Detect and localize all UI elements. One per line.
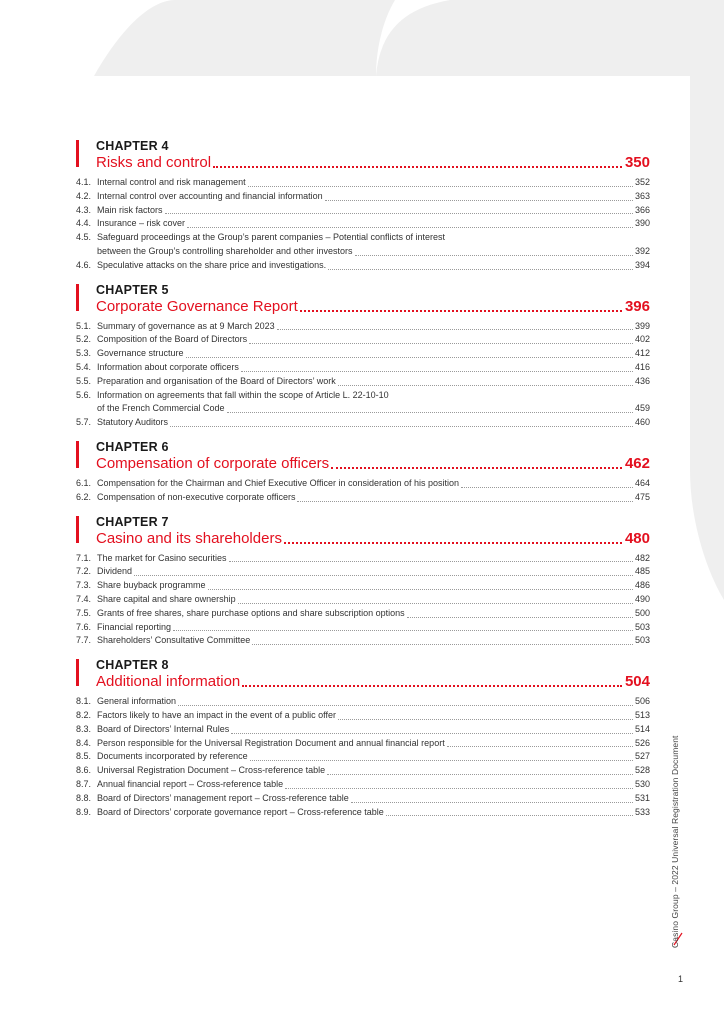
entry-title: Annual financial report – Cross-reference table — [97, 778, 284, 789]
entry-title-continued: of the French Commercial Code — [97, 403, 225, 414]
dot-leader — [331, 467, 622, 469]
chapter-7-title: Casino and its shareholders — [96, 529, 282, 547]
chapter-8-title-link[interactable] — [96, 673, 650, 691]
dot-leader — [386, 815, 633, 816]
entry-number: 7.2. — [76, 566, 92, 577]
entry-page: 482 — [634, 552, 650, 563]
toc-entry[interactable] — [76, 375, 650, 389]
entry-page: 402 — [634, 334, 650, 345]
chapter-5-label: CHAPTER 5 — [96, 282, 169, 297]
entry-title: The market for Casino securities — [97, 552, 227, 563]
chapter-7-page: 480 — [624, 529, 650, 547]
toc-entry-line1[interactable] — [76, 389, 650, 403]
entry-page: 475 — [634, 491, 650, 502]
toc-entry-line2[interactable] — [76, 245, 650, 259]
table-of-contents — [76, 140, 650, 819]
entry-title: Financial reporting — [97, 621, 172, 632]
entry-title: Dividend — [97, 566, 133, 577]
chapter-7-title-link[interactable] — [96, 530, 650, 548]
toc-entry[interactable] — [76, 593, 650, 607]
dot-leader — [285, 788, 633, 789]
entry-title-continued: between the Group’s controlling shareholder and other investors — [97, 245, 353, 256]
chapter-7-label: CHAPTER 7 — [96, 514, 169, 529]
toc-entry-line1[interactable] — [76, 231, 650, 245]
chapter-7 — [76, 516, 650, 649]
entry-page: 506 — [634, 696, 650, 707]
chapter-5-title-link[interactable] — [96, 298, 650, 316]
dot-leader — [252, 644, 633, 645]
toc-entry[interactable] — [76, 764, 650, 778]
dot-leader — [238, 603, 633, 604]
toc-entry[interactable] — [76, 806, 650, 820]
entry-page: 366 — [634, 204, 650, 215]
entry-title: Safeguard proceedings at the Group’s parent companies – Potential conflicts of interest — [97, 232, 446, 243]
chapter-5-title: Corporate Governance Report — [96, 297, 298, 315]
dot-leader — [300, 310, 622, 312]
dot-leader — [327, 774, 633, 775]
entry-page: 503 — [634, 635, 650, 646]
entry-title: General information — [97, 696, 177, 707]
chapter-6-title-link[interactable] — [96, 455, 650, 473]
entry-page: 485 — [634, 566, 650, 577]
entry-title: Compensation of non-executive corporate officers — [97, 491, 296, 502]
chapter-8-accent-bar — [76, 659, 79, 686]
toc-entry[interactable] — [76, 347, 650, 361]
entry-number: 5.7. — [76, 417, 92, 428]
entry-title: Board of Directors’ corporate governance report – Cross-reference table — [97, 806, 384, 817]
toc-entry[interactable] — [76, 737, 650, 751]
entry-page: 394 — [634, 259, 650, 270]
dot-leader — [328, 269, 633, 270]
dot-leader — [187, 227, 633, 228]
toc-entry[interactable] — [76, 204, 650, 218]
entry-page: 436 — [634, 375, 650, 386]
toc-entry[interactable] — [76, 750, 650, 764]
dot-leader — [338, 385, 633, 386]
entry-title: Shareholders’ Consultative Committee — [97, 635, 251, 646]
entry-number: 7.7. — [76, 635, 92, 646]
dot-leader — [249, 343, 633, 344]
dot-leader — [355, 255, 633, 256]
entry-title: Documents incorporated by reference — [97, 751, 248, 762]
chapter-8-title: Additional information — [96, 673, 241, 691]
entry-page: 526 — [634, 737, 650, 748]
entry-title: Governance structure — [97, 348, 184, 359]
entry-page: 500 — [634, 607, 650, 618]
entry-number: 7.5. — [76, 607, 92, 618]
chapter-5-accent-bar — [76, 284, 79, 311]
dot-leader — [208, 589, 633, 590]
dot-leader — [461, 487, 633, 488]
entry-number: 4.4. — [76, 218, 92, 229]
toc-entry[interactable] — [76, 723, 650, 737]
entry-page: 363 — [634, 190, 650, 201]
dot-leader — [407, 617, 633, 618]
entry-title: Composition of the Board of Directors — [97, 334, 248, 345]
chapter-8-label: CHAPTER 8 — [96, 658, 169, 673]
dot-leader — [173, 630, 633, 631]
entry-number: 8.1. — [76, 696, 92, 707]
toc-entry[interactable] — [76, 217, 650, 231]
entry-number: 7.4. — [76, 593, 92, 604]
chapter-4-page: 350 — [624, 154, 650, 171]
entry-number: 7.3. — [76, 580, 92, 591]
entry-number: 4.6. — [76, 259, 92, 270]
entry-number: 5.5. — [76, 375, 92, 386]
toc-entry[interactable] — [76, 634, 650, 648]
entry-number: 8.4. — [76, 737, 92, 748]
entry-number: 8.6. — [76, 765, 92, 776]
dot-leader — [351, 802, 633, 803]
entry-number: 5.2. — [76, 334, 92, 345]
chapter-8 — [76, 659, 650, 819]
toc-entry[interactable] — [76, 565, 650, 579]
entry-page: 399 — [634, 320, 650, 331]
entry-page: 513 — [634, 709, 650, 720]
chapter-4-label: CHAPTER 4 — [96, 139, 169, 153]
entry-page: 464 — [634, 477, 650, 488]
entry-page: 490 — [634, 593, 650, 604]
entry-title: Grants of free shares, share purchase options and share subscription options — [97, 607, 405, 618]
toc-entry[interactable] — [76, 320, 650, 334]
chapter-4-accent-bar — [76, 140, 79, 167]
chapter-4 — [76, 140, 650, 273]
toc-entry[interactable] — [76, 778, 650, 792]
entry-number: 4.1. — [76, 177, 92, 187]
toc-entry[interactable] — [76, 259, 650, 273]
entry-page: 412 — [634, 348, 650, 359]
entry-page: 530 — [634, 778, 650, 789]
entry-title: Information on agreements that fall within the scope of Article L. 22-10-10 — [97, 389, 389, 400]
entry-title: Board of Directors’ management report – Cross-reference table — [97, 792, 349, 803]
entry-title: Preparation and organisation of the Board of Directors’ work — [97, 375, 336, 386]
page-number: 1 — [678, 974, 684, 984]
entry-title: Share buyback programme — [97, 580, 206, 591]
entry-page: 460 — [634, 417, 650, 428]
dot-leader — [231, 733, 633, 734]
entry-number: 5.1. — [76, 320, 92, 331]
dot-leader — [284, 542, 622, 544]
entry-page: 486 — [634, 580, 650, 591]
entry-page: 416 — [634, 361, 650, 372]
dot-leader — [213, 166, 622, 168]
dot-leader — [170, 426, 633, 427]
dot-leader — [325, 200, 633, 201]
entry-title: Insurance – risk cover — [97, 218, 186, 229]
chapter-6-title: Compensation of corporate officers — [96, 454, 330, 472]
entry-number: 7.1. — [76, 552, 92, 563]
entry-page: 459 — [634, 403, 650, 414]
dot-leader — [227, 412, 633, 413]
entry-number: 5.4. — [76, 361, 92, 372]
entry-title: Factors likely to have an impact in the event of a public offer — [97, 709, 336, 720]
dot-leader — [229, 561, 633, 562]
dot-leader — [277, 329, 633, 330]
toc-entry[interactable] — [76, 709, 650, 723]
entry-title: Speculative attacks on the share price and investigations. — [97, 259, 327, 270]
dot-leader — [297, 501, 633, 502]
dot-leader — [338, 719, 633, 720]
chapter-6-label: CHAPTER 6 — [96, 439, 169, 454]
dot-leader — [447, 746, 633, 747]
chapter-6-accent-bar — [76, 441, 79, 468]
toc-entry[interactable] — [76, 695, 650, 709]
entry-title: Universal Registration Document – Cross-reference table — [97, 765, 326, 776]
toc-entry[interactable] — [76, 607, 650, 621]
dot-leader — [165, 213, 633, 214]
toc-entry[interactable] — [76, 477, 650, 491]
toc-entry[interactable] — [76, 416, 650, 430]
entry-number: 8.9. — [76, 806, 92, 817]
chapter-6 — [76, 441, 650, 505]
toc-entry[interactable] — [76, 333, 650, 347]
entry-page: 352 — [634, 177, 650, 187]
entry-number: 4.2. — [76, 190, 92, 201]
entry-title: Share capital and share ownership — [97, 593, 236, 604]
toc-entry[interactable] — [76, 491, 650, 505]
entry-number: 8.8. — [76, 792, 92, 803]
entry-number: 5.6. — [76, 389, 92, 400]
dot-leader — [242, 685, 622, 687]
toc-entry[interactable] — [76, 621, 650, 635]
entry-title: Statutory Auditors — [97, 417, 169, 428]
entry-title: Internal control and risk management — [97, 177, 246, 187]
chapter-5 — [76, 284, 650, 430]
entry-title: Internal control over accounting and financial information — [97, 190, 323, 201]
chapter-8-page: 504 — [624, 673, 650, 691]
entry-page: 528 — [634, 765, 650, 776]
entry-page: 514 — [634, 723, 650, 734]
entry-page: 390 — [634, 218, 650, 229]
chapter-4-title: Risks and control — [96, 154, 212, 171]
entry-page: 503 — [634, 621, 650, 632]
entry-number: 8.5. — [76, 751, 92, 762]
entry-page: 531 — [634, 792, 650, 803]
dot-leader — [134, 575, 633, 576]
dot-leader — [178, 705, 633, 706]
toc-entry[interactable] — [76, 579, 650, 593]
toc-entry[interactable] — [76, 552, 650, 566]
running-footer-text: Casino Group – 2022 Universal Registration Document — [670, 735, 680, 948]
entry-page: 533 — [634, 806, 650, 817]
dot-leader — [250, 760, 633, 761]
chapter-4-title-link[interactable] — [96, 154, 650, 172]
dot-leader — [241, 371, 633, 372]
dot-leader — [186, 357, 633, 358]
entry-title: Person responsible for the Universal Registration Document and annual financial report — [97, 737, 445, 748]
entry-number: 4.3. — [76, 204, 92, 215]
chapter-6-page: 462 — [624, 454, 650, 472]
entry-number: 7.6. — [76, 621, 92, 632]
chapter-7-accent-bar — [76, 516, 79, 543]
entry-page: 527 — [634, 751, 650, 762]
entry-number: 8.3. — [76, 723, 92, 734]
entry-title: Information about corporate officers — [97, 361, 239, 372]
entry-title: Board of Directors’ Internal Rules — [97, 723, 230, 734]
toc-entry-line2[interactable] — [76, 402, 650, 416]
entry-title: Compensation for the Chairman and Chief Executive Officer in consideration of his position — [97, 477, 460, 488]
entry-number: 4.5. — [76, 232, 92, 243]
entry-title: Summary of governance as at 9 March 2023 — [97, 320, 275, 331]
dot-leader — [248, 186, 633, 187]
toc-entry[interactable] — [76, 190, 650, 204]
chapter-5-page: 396 — [624, 297, 650, 315]
entry-number: 6.2. — [76, 491, 92, 502]
entry-number: 8.7. — [76, 778, 92, 789]
entry-title: Main risk factors — [97, 204, 163, 215]
entry-number: 6.1. — [76, 477, 92, 488]
entry-number: 8.2. — [76, 709, 92, 720]
toc-entry[interactable] — [76, 361, 650, 375]
entry-number: 5.3. — [76, 348, 92, 359]
toc-entry[interactable] — [76, 792, 650, 806]
entry-page: 392 — [634, 245, 650, 256]
toc-entry[interactable] — [76, 176, 650, 190]
